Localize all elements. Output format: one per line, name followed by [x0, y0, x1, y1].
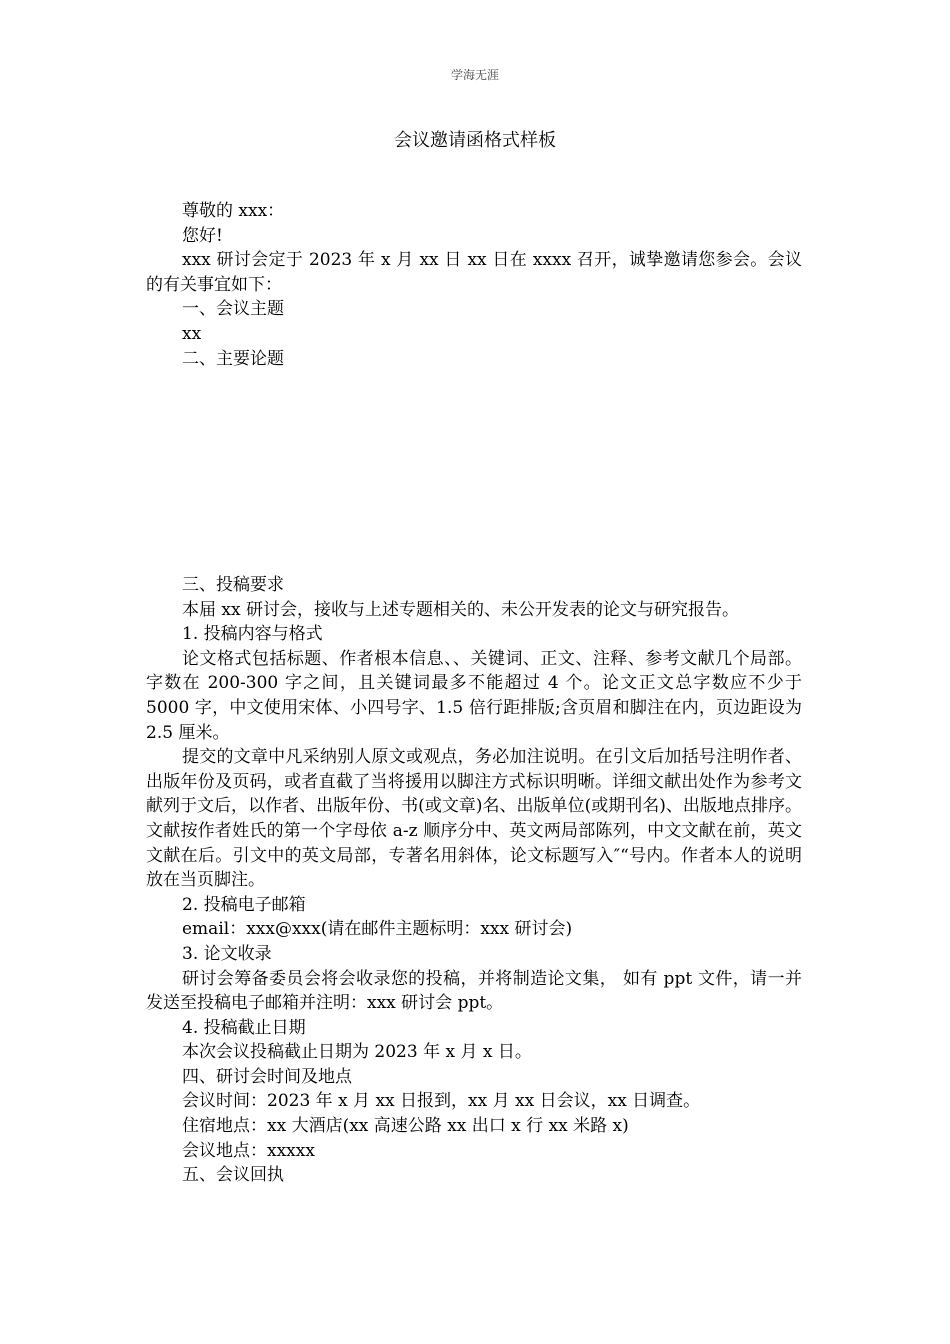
greeting: 您好!	[182, 225, 223, 246]
intro-paragraph: xxx 研讨会定于 2023 年 x 月 xx 日 xx 日在 xxxx 召开，诚挚邀请您参会。会议的有关事宜如下：	[146, 250, 802, 295]
subheading-collection: 3. 论文收录	[182, 943, 272, 964]
page-header: 学海无涯	[450, 68, 499, 82]
salutation: 尊敬的 xxx：	[182, 201, 285, 221]
section-heading-receipt: 五、会议回执	[182, 1165, 284, 1186]
subheading-deadline: 4. 投稿截止日期	[182, 1017, 306, 1038]
section-heading-theme: 一、会议主题	[182, 299, 284, 320]
body-section-main	[146, 573, 802, 1188]
meeting-time: 会议时间：2023 年 x 月 xx 日报到，xx 月 xx 日会议，xx 日调查。	[182, 1091, 701, 1112]
subheading-content-format: 1. 投稿内容与格式	[182, 624, 323, 645]
document-title: 会议邀请函格式样板	[394, 130, 556, 151]
submission-intro: 本届 xx 研讨会，接收与上述专题相关的、未公开发表的论文与研究报告。	[182, 599, 739, 620]
deadline-text: 本次会议投稿截止日期为 2023 年 x 月 x 日。	[182, 1042, 532, 1063]
accommodation-place: 住宿地点：xx 大酒店(xx 高速公路 xx 出口 x 行 xx 米路 x)	[182, 1116, 629, 1137]
collection-paragraph: 研讨会筹备委员会将会收录您的投稿，并将制造论文集， 如有 ppt 文件，请一并发送至投稿电子邮箱并注明：xxx 研讨会 ppt。	[146, 968, 802, 1014]
meeting-place: 会议地点：xxxxx	[182, 1140, 315, 1161]
subheading-email: 2. 投稿电子邮箱	[182, 894, 306, 915]
body-section-intro	[146, 199, 802, 371]
section-heading-submission: 三、投稿要求	[182, 575, 284, 595]
citation-paragraph: 提交的文章中凡采纳别人原文或观点，务必加注说明。在引文后加括号注明作者、出版年份及页码，或者直截了当将援用以脚注方式标识明晰。详细文献出处作为参考文献列于文后，以作者、出版年份、书(或文章)名、出版单位(或期刊名)、出版地点排序。文献按作者姓氏的第一个字母依 a-z 顺序分中、英文两局部陈列，中文文献在前，英文文献在后。引文中的英文局部，专著名用斜体，论文标题写入″“号内。作者本人的说明放在当页脚注。	[146, 747, 802, 891]
email-line: email：xxx@xxx(请在邮件主题标明：xxx 研讨会)	[182, 919, 573, 940]
format-paragraph: 论文格式包括标题、作者根本信息、、关键词、正文、注释、参考文献几个局部。字数在 200-300 字之间，且关键词最多不能超过 4 个。论文正文总字数应不少于 5000 字，中文使用宋体、小四号字、1.5 倍行距排版;含页眉和脚注在内，页边距设为 2.5 厘米。	[146, 648, 802, 743]
theme-text: xx	[182, 323, 202, 344]
section-heading-topics: 二、主要论题	[182, 348, 284, 369]
section-heading-time-place: 四、研讨会时间及地点	[182, 1066, 352, 1087]
